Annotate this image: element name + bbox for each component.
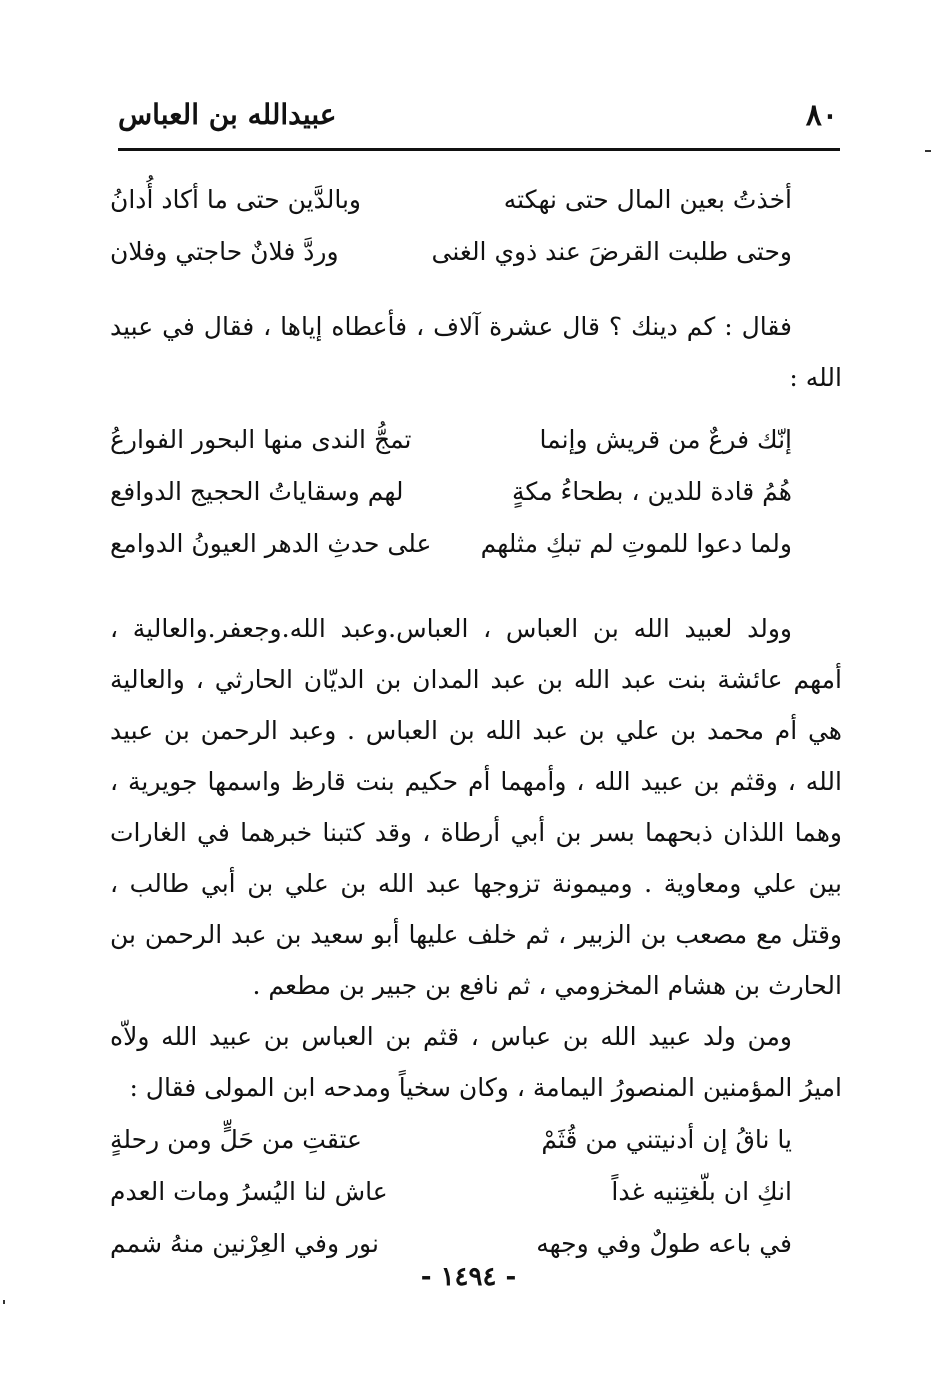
verse-hemistich-left: عاش لنا اليُسرُ ومات العدم [110, 1177, 388, 1206]
spacer [110, 581, 842, 603]
verse-line [110, 237, 842, 289]
verse-hemistich-left: عتقتِ من حَلٍّ ومن رحلةٍ [110, 1125, 362, 1154]
verse-hemistich-right: وحتى طلبت القرضَ عند ذوي الغنى [431, 237, 792, 266]
verse-hemistich-right: انكِ ان بلّغتِنيه غداً [611, 1177, 792, 1206]
page-body [110, 185, 842, 1281]
verse-hemistich-right: يا ناقُ إن أدنيتني من قُثَمْ [541, 1125, 792, 1154]
verse-hemistich-right: في باعه طولٌ وفي وجهه [536, 1229, 792, 1258]
scan-speck [925, 150, 931, 152]
verse-line [110, 529, 842, 581]
verse-hemistich-right: هُمُ قادة للدين ، بطحاءُ مكةٍ [511, 477, 792, 506]
verse-hemistich-right: ولما دعوا للموتِ لم تبكِ مثلهم [480, 529, 792, 558]
verse-hemistich-right: إنّك فرعٌ من قريش وإنما [539, 425, 792, 454]
prose-paragraph: ومن ولد عبيد الله بن عباس ، قثم بن العباس بن عبيد الله ولاّه اميرُ المؤمنين المنصورُ اليمامة ، وكان سخياً ومدحه ابن المولى فقال : [110, 1022, 842, 1102]
verse-hemistich-left: وردَّ فلانٌ حاجتي وفلان [110, 237, 339, 266]
verse-line [110, 477, 842, 529]
page-header [118, 90, 838, 150]
verse-hemistich-right: أخذتُ بعين المال حتى نهكته [503, 185, 792, 214]
page-number: ٨٠ [805, 98, 838, 133]
prose-paragraph: وولد لعبيد الله بن العباس ، العباس.وعبد الله.وجعفر.والعالية ، أمهم عائشة بنت عبد الله بن عبد المدان بن الديّان الحارثي ، والعالية هي أم محمد بن علي بن عبد الله بن العباس . وعبد الرحمن بن عبيد الله ، وقثم بن عبيد الله ، وأمهما أم حكيم بنت قارظ واسمها جويرية ، وهما اللذان ذبحهما بسر بن أبي أرطاة ، وقد كتبنا خبرهما في الغارات بين علي ومعاوية . وميمونة تزوجها عبد الله بن علي بن أبي طالب ، وقتل مع مصعب بن الزبير ، ثم خلف عليها أبو سعيد بن عبد الرحمن بن الحارث بن هشام المخزومي ، ثم نافع بن جبير بن مطعم . [110, 614, 842, 1000]
header-rule [118, 148, 840, 151]
spacer [110, 403, 842, 425]
prose-paragraph: فقال : كم دينك ؟ قال عشرة آلاف ، فأعطاه إياها ، فقال في عبيد الله : [110, 312, 842, 392]
scan-speck [3, 1300, 5, 1304]
verse-line [110, 1177, 842, 1229]
verse-hemistich-left: على حدثِ الدهر العيونُ الدوامع [110, 529, 432, 558]
verse-line [110, 185, 842, 237]
poem-block [110, 425, 842, 581]
spacer [110, 289, 842, 301]
page-footer-number: - ١٤٩٤ - [420, 1262, 517, 1292]
verse-hemistich-left: وبالدَّين حتى ما أكاد أُدانُ [110, 185, 361, 214]
verse-hemistich-left: تمجُّ الندى منها البحور الفوارعُ [110, 425, 412, 454]
verse-line [110, 1125, 842, 1177]
verse-line [110, 425, 842, 477]
running-title: عبيدالله بن العباس [118, 98, 337, 131]
poem-block [110, 1125, 842, 1281]
verse-hemistich-left: لهم وسقاياتُ الحجيج الدوافع [110, 477, 404, 506]
spacer [110, 1113, 842, 1125]
poem-block [110, 185, 842, 289]
verse-hemistich-left: نور وفي العِرْنين منهُ شمم [110, 1229, 379, 1258]
